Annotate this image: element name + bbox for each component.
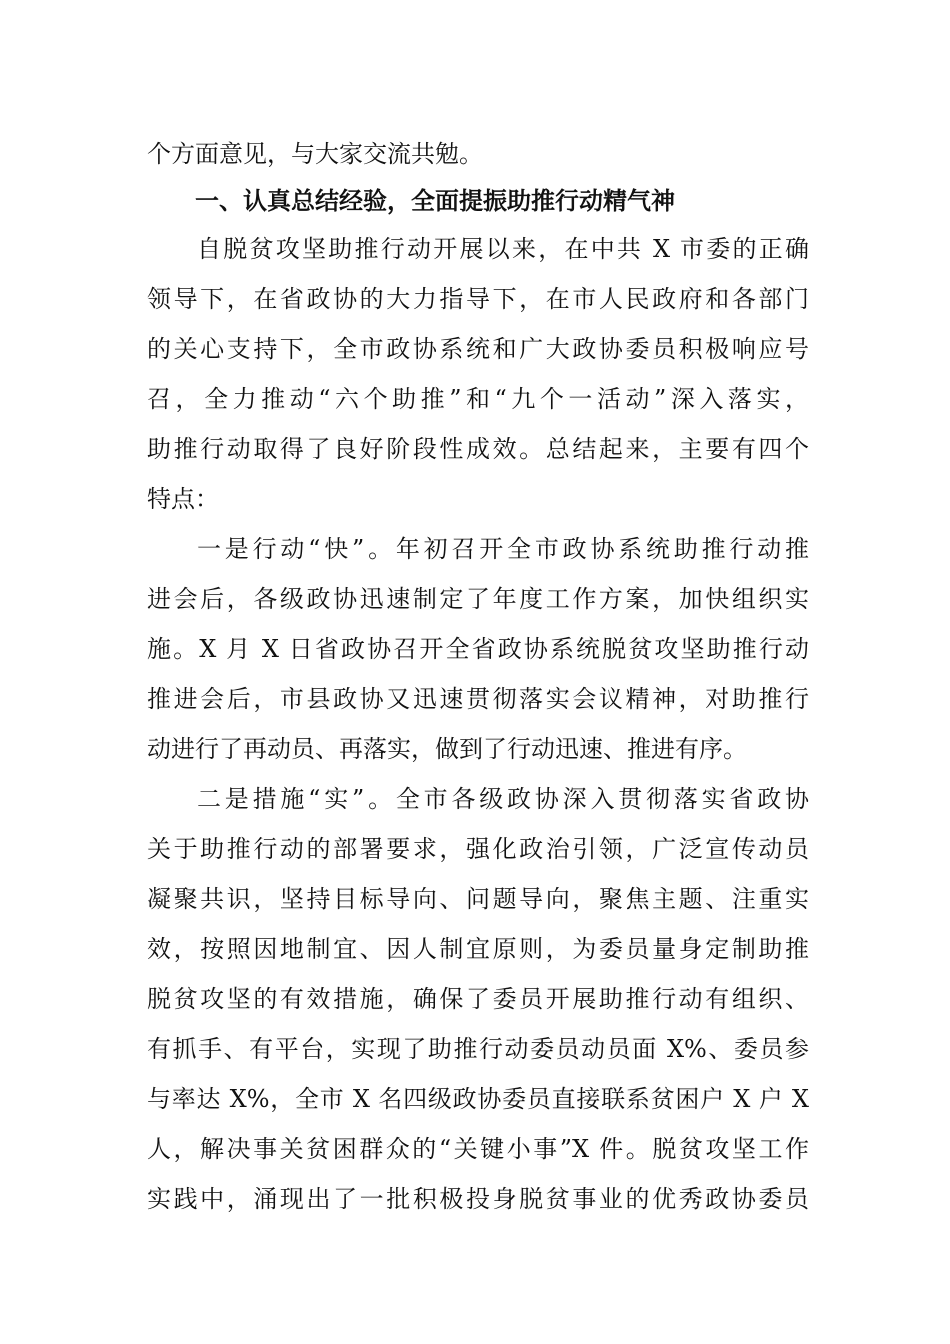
paragraph-1-line-2: 领导下，在省政协的大力指导下，在市人民政府和各部门: [147, 285, 809, 313]
paragraph-2-line-3: 施。X 月 X 日省政协召开全省政协系统脱贫攻坚助推行动: [147, 635, 809, 663]
paragraph-1-line-3: 的关心支持下，全市政协系统和广大政协委员积极响应号: [147, 335, 809, 363]
paragraph-3-line-9: 实践中，涌现出了一批积极投身脱贫事业的优秀政协委员: [147, 1185, 809, 1213]
paragraph-3-line-2: 关于助推行动的部署要求，强化政治引领，广泛宣传动员: [147, 835, 809, 863]
section-heading: 一、认真总结经验，全面提振助推行动精气神: [195, 187, 675, 215]
paragraph-1-line-1: 自脱贫攻坚助推行动开展以来，在中共 X 市委的正确: [197, 235, 809, 263]
paragraph-1-line-6: 特点：: [147, 485, 219, 513]
paragraph-1-line-5: 助推行动取得了良好阶段性成效。总结起来，主要有四个: [147, 435, 809, 463]
paragraph-3-line-7: 与率达 X%，全市 X 名四级政协委员直接联系贫困户 X 户 X: [147, 1085, 809, 1113]
paragraph-3-line-1: 二是措施“实”。全市各级政协深入贯彻落实省政协: [197, 785, 809, 813]
paragraph-2-line-1: 一是行动“快”。年初召开全市政协系统助推行动推: [197, 535, 809, 563]
paragraph-1-line-4: 召，全力推动“六个助推”和“九个一活动”深入落实，: [147, 385, 809, 413]
paragraph-2-line-4: 推进会后，市县政协又迅速贯彻落实会议精神，对助推行: [147, 685, 809, 713]
intro-tail-line: 个方面意见，与大家交流共勉。: [147, 140, 483, 168]
paragraph-2-line-5: 动进行了再动员、再落实，做到了行动迅速、推进有序。: [147, 735, 747, 763]
paragraph-3-line-6: 有抓手、有平台，实现了助推行动委员动员面 X%、委员参: [147, 1035, 809, 1063]
paragraph-3-line-8: 人，解决事关贫困群众的“关键小事”X 件。脱贫攻坚工作: [147, 1135, 809, 1163]
paragraph-3-line-3: 凝聚共识，坚持目标导向、问题导向，聚焦主题、注重实: [147, 885, 809, 913]
paragraph-3-line-4: 效，按照因地制宜、因人制宜原则，为委员量身定制助推: [147, 935, 809, 963]
paragraph-3-line-5: 脱贫攻坚的有效措施，确保了委员开展助推行动有组织、: [147, 985, 809, 1013]
paragraph-2-line-2: 进会后，各级政协迅速制定了年度工作方案，加快组织实: [147, 585, 809, 613]
